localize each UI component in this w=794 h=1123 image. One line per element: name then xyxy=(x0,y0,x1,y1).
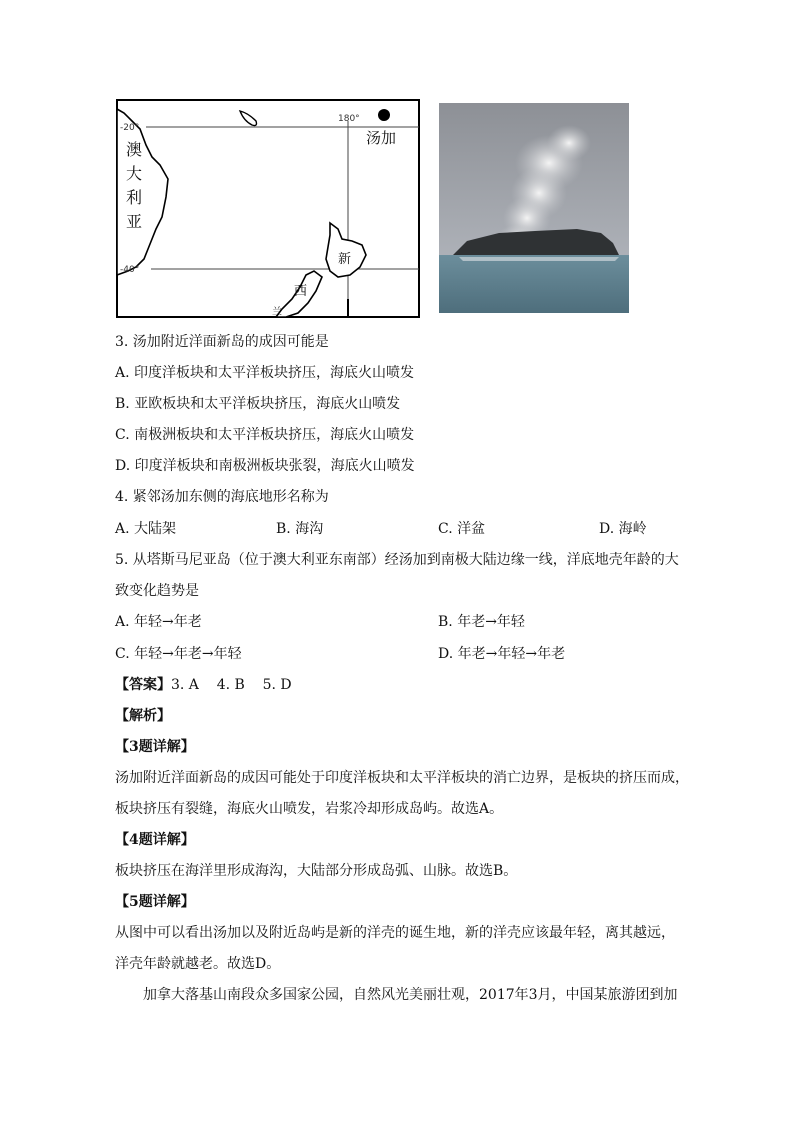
surf-line xyxy=(459,257,619,261)
map-figure xyxy=(116,99,420,318)
aus-char-4: 亚 xyxy=(126,212,143,231)
tonga-dot xyxy=(378,109,390,121)
answer-line xyxy=(115,675,292,695)
volcano-photo xyxy=(439,103,629,313)
aus-char-3: 利 xyxy=(126,188,143,207)
q3-option-a: A. 印度洋板块和太平洋板块挤压，海底火山喷发 xyxy=(115,365,415,381)
q5-option-d: D. 年老→年轻→年老 xyxy=(438,646,566,662)
nz-char-1: 新 xyxy=(338,252,352,267)
detail3-label: 【3题详解】 xyxy=(115,739,195,755)
volcano-photo-svg xyxy=(439,103,629,313)
q5-option-b: B. 年老→年轻 xyxy=(438,614,525,630)
tonga-label: 汤加 xyxy=(366,129,397,147)
q3-stem: 3. 汤加附近洋面新岛的成因可能是 xyxy=(115,334,329,350)
nz-char-3: 兰 xyxy=(272,307,282,318)
photo-sea xyxy=(439,255,629,313)
aus-char-2: 大 xyxy=(126,164,143,183)
aus-char-1: 澳 xyxy=(126,140,143,159)
q3-option-b: B. 亚欧板块和太平洋板块挤压，海底火山喷发 xyxy=(115,396,401,412)
detail5-line1: 从图中可以看出汤加以及附近岛屿是新的洋壳的诞生地，新的洋壳应该最年轻，离其越远， xyxy=(115,925,675,941)
q5-option-a: A. 年轻→年老 xyxy=(115,614,202,630)
q3-option-d: D. 印度洋板块和南极洲板块张裂，海底火山喷发 xyxy=(115,458,415,474)
q4-option-a: A. 大陆架 xyxy=(115,521,177,537)
q5-option-c: C. 年轻→年老→年轻 xyxy=(115,646,242,662)
answer-label: 【答案】 xyxy=(115,677,171,693)
analysis-label: 【解析】 xyxy=(115,708,171,724)
answer-text: 3. A 4. B 5. D xyxy=(171,677,292,693)
detail3-line2: 板块挤压有裂缝，海底火山喷发，岩浆冷却形成岛屿。故选A。 xyxy=(115,801,504,817)
detail3-line1: 汤加附近洋面新岛的成因可能处于印度洋板块和太平洋板块的消亡边界，是板块的挤压而成， xyxy=(115,770,689,786)
lon-label-180: 180° xyxy=(338,114,360,124)
q4-option-b: B. 海沟 xyxy=(276,521,324,537)
lat-label-40: -40° xyxy=(120,265,140,275)
lat-label-20: -20° xyxy=(120,123,140,133)
smoke-cloud-4 xyxy=(547,125,591,161)
q3-option-c: C. 南极洲板块和太平洋板块挤压，海底火山喷发 xyxy=(115,427,415,443)
q5-stem-line2: 致变化趋势是 xyxy=(115,583,199,599)
detail5-line2: 洋壳年龄就越老。故选D。 xyxy=(115,956,281,972)
q4-option-d: D. 海岭 xyxy=(599,521,647,537)
q4-stem: 4. 紧邻汤加东侧的海底地形名称为 xyxy=(115,489,329,505)
detail4-line1: 板块挤压在海洋里形成海沟，大陆部分形成岛弧、山脉。故选B。 xyxy=(115,863,518,879)
nz-char-2: 西 xyxy=(294,284,308,299)
map-svg xyxy=(116,99,420,318)
detail4-label: 【4题详解】 xyxy=(115,832,195,848)
detail5-label: 【5题详解】 xyxy=(115,894,195,910)
q5-stem-line1: 5. 从塔斯马尼亚岛（位于澳大利亚东南部）经汤加到南极大陆边缘一线，洋底地壳年龄的大 xyxy=(115,552,679,568)
next-paragraph: 加拿大落基山南段众多国家公园，自然风光美丽壮观，2017年3月，中国某旅游团到加 xyxy=(143,987,678,1003)
q4-option-c: C. 洋盆 xyxy=(438,521,486,537)
